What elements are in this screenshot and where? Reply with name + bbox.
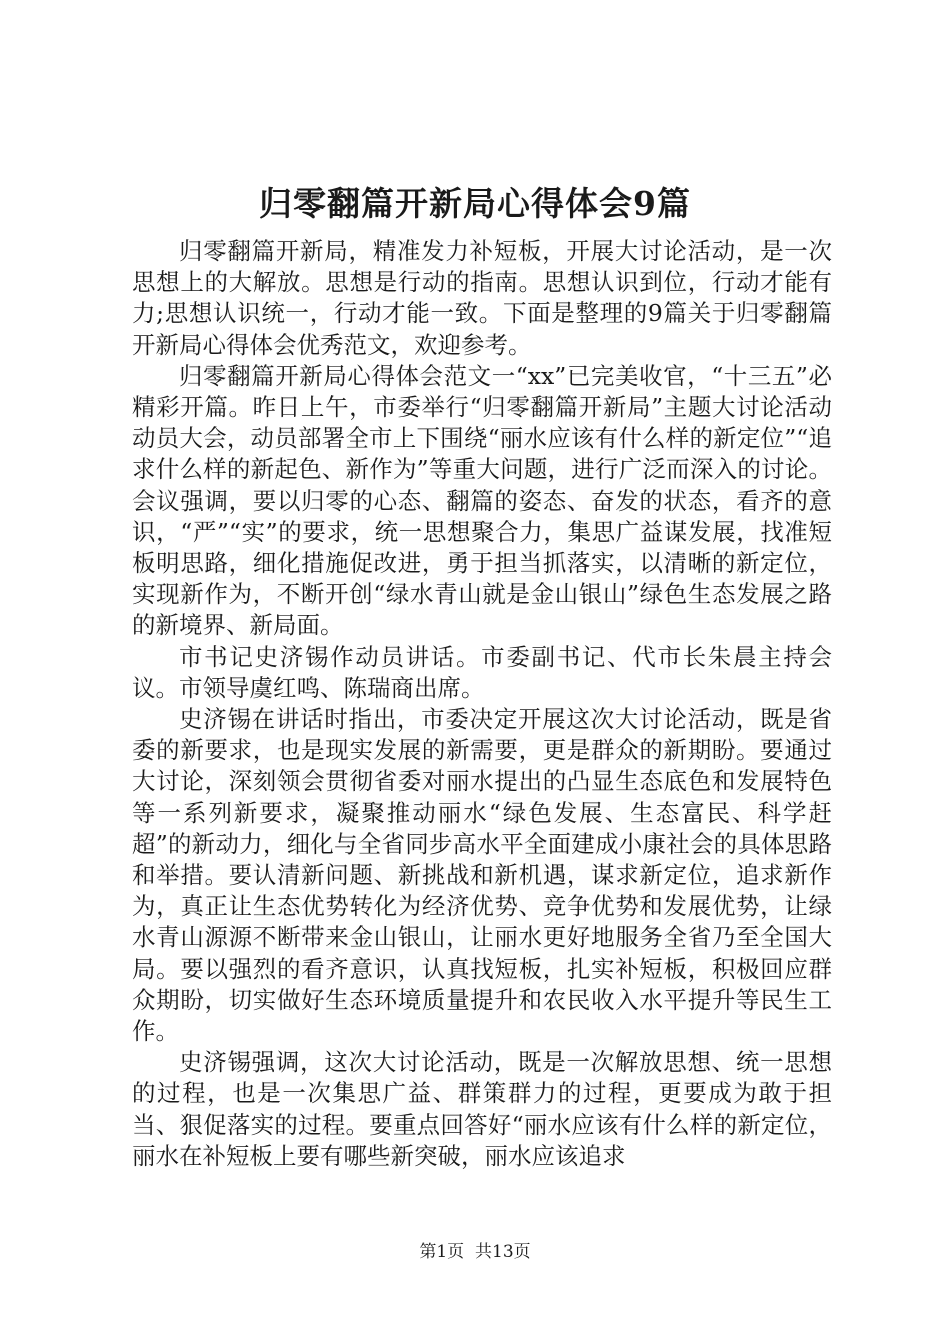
paragraph-emphasis: 史济锡强调，这次大讨论活动，既是一次解放思想、统一思想的过程，也是一次集思广益、群策群力的过程，更要成为敢于担当、狠促落实的过程。要重点回答好“丽水应该有什么样的新定位，丽水在补短板上要有哪些新突破，丽水应该追求	[132, 1048, 832, 1170]
document-title: 归零翻篇开新局心得体会9篇	[259, 184, 691, 223]
paragraph-speech: 史济锡在讲话时指出，市委决定开展这次大讨论活动，既是省委的新要求，也是现实发展的新需要，更是群众的新期盼。要通过大讨论，深刻领会贯彻省委对丽水提出的凸显生态底色和发展特色等一系列新要求，凝聚推动丽水“绿色发展、生态富民、科学赶超”的新动力，细化与全省同步高水平全面建成小康社会的具体思路和举措。要认清新问题、新挑战和新机遇，谋求新定位，追求新作为，真正让生态优势转化为经济优势、竞争优势和发展优势，让绿水青山源源不断带来金山银山，让丽水更好地服务全省乃至全国大局。要以强烈的看齐意识，认真找短板，扎实补短板，积极回应群众期盼，切实做好生态环境质量提升和农民收入水平提升等民生工作。	[132, 705, 832, 1046]
page-number: 第1页	[419, 1242, 465, 1262]
document-body	[132, 236, 832, 1172]
page-footer	[0, 1240, 950, 1264]
paragraph-sample-one: 归零翻篇开新局心得体会范文一“xx”已完美收官，“十三五”必精彩开篇。昨日上午，市委举行“归零翻篇开新局”主题大讨论活动动员大会，动员部署全市上下围绕“丽水应该有什么样的新定位”“追求什么样的新起色、新作为”等重大问题，进行广泛而深入的讨论。会议强调，要以归零的心态、翻篇的姿态、奋发的状态，看齐的意识，“严”“实”的要求，统一思想聚合力，集思广益谋发展，找准短板明思路，细化措施促改进，勇于担当抓落实，以清晰的新定位，实现新作为，不断开创“绿水青山就是金山银山”绿色生态发展之路的新境界、新局面。	[132, 361, 832, 640]
page-total: 共13页	[475, 1242, 531, 1262]
paragraph-meeting: 市书记史济锡作动员讲话。市委副书记、代市长朱晨主持会议。市领导虞红鸣、陈瑞商出席。	[132, 642, 832, 702]
paragraph-intro: 归零翻篇开新局，精准发力补短板，开展大讨论活动，是一次思想上的大解放。思想是行动的指南。思想认识到位，行动才能有力;思想认识统一，行动才能一致。下面是整理的9篇关于归零翻篇开新局心得体会优秀范文，欢迎参考。	[132, 237, 832, 359]
